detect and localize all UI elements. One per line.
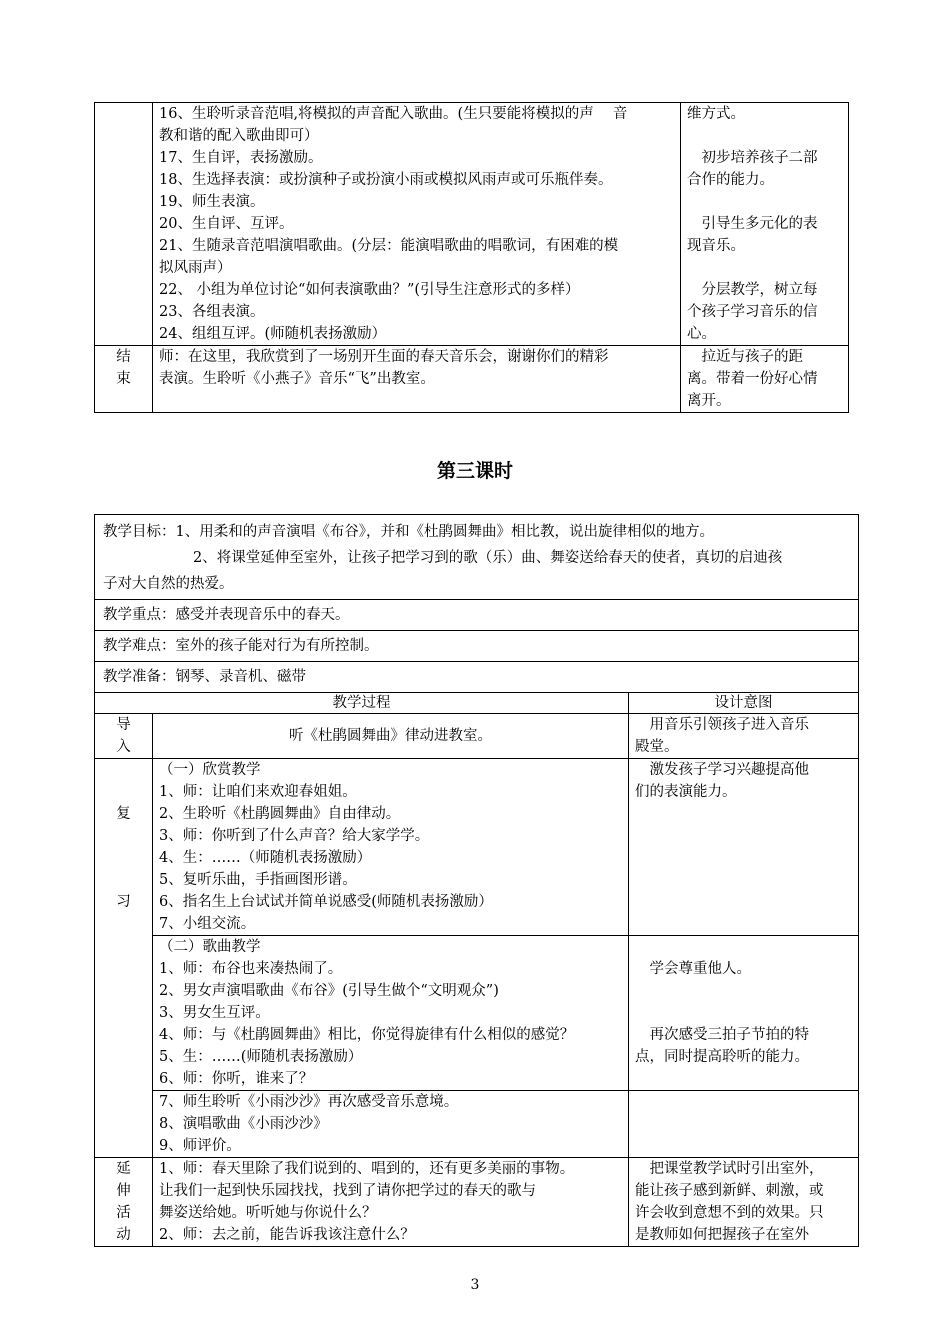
text-line: 能让孩子感到新鲜、刺激，或 [635,1183,824,1199]
label-char: 动 [116,1227,131,1243]
text-line: 们的表演能力。 [635,784,737,800]
text-line: 许会收到意想不到的效果。只 [635,1205,824,1221]
text-line: 教和谐的配入歌曲即可） [159,128,319,144]
text-line [687,191,842,213]
text-line: 16、生聆听录音范唱,将模拟的声音配入歌曲。(生只要能将模拟的声 音 [159,106,628,122]
text-line: 23、各组表演。 [159,304,265,320]
text-line: 5、生：……(师随机表扬激励） [159,1049,363,1065]
text-line: 1、师：布谷也来凑热闹了。 [159,961,343,977]
label-char: 束 [116,371,131,387]
table-row [95,346,849,413]
process-cell [153,759,629,936]
label-char: 活 [116,1205,131,1221]
text-line: 1、师：让咱们来欢迎春姐姐。 [159,784,357,800]
text-line: 6、师：你听，谁来了？ [159,1071,314,1087]
text-line: 24、组组互评。(师随机表扬激励） [159,326,387,342]
text-line [687,257,842,279]
process-cell [153,936,629,1091]
text-line: 维方式。 [687,106,745,122]
text-line: 8、演唱歌曲《小雨沙沙》 [159,1116,328,1132]
label-char: 延 [116,1161,131,1177]
intent-cell [681,346,849,413]
text-line [635,1002,852,1024]
process-cell [153,346,681,413]
intent-cell [681,103,849,346]
review-label-bottom: 习 [116,894,131,910]
text-line: 6、指名生上台试试并简单说感受(师随机表扬激励） [159,894,493,910]
text-line: 5、复听乐曲，手指画图形谱。 [159,872,357,888]
text-line: 19、师生表演。 [159,194,265,210]
lesson-table-part3 [94,514,859,1247]
preparation-row [95,662,859,693]
goals-row [95,515,859,600]
text-line: 20、生自评、互评。 [159,216,294,232]
intent-cell [629,714,859,759]
goals-line-1: 教学目标：1、用柔和的声音演唱《布谷》，并和《杜鹃圆舞曲》相比教，说出旋律相似的地方。 [103,524,714,540]
text-line: 合作的能力。 [687,172,774,188]
text-line: 离。带着一份好心情 [687,371,818,387]
text-line: 7、小组交流。 [159,916,256,932]
row-label [95,714,153,759]
label-char: 结 [116,349,131,365]
text-line: 1、师：春天里除了我们说到的、唱到的，还有更多美丽的事物。 [159,1161,575,1177]
text-line: 7、师生聆听《小雨沙沙》再次感受音乐意境。 [159,1094,459,1110]
extension-row [95,1158,859,1247]
text-line: 表演。生聆听《小燕子》音乐“飞”出教室。 [159,371,435,387]
table-row [95,103,849,346]
text-line: 舞姿送给她。听听她与你说什么？ [159,1205,377,1221]
text-line: 初步培养孩子二部 [687,150,818,166]
text-line: 用音乐引领孩子进入音乐 [635,717,809,733]
intent-cell [629,759,859,936]
text-line: （一）欣赏教学 [159,762,261,778]
review-row-3 [95,1091,859,1158]
text-line: 3、师：你听到了什么声音？给大家学学。 [159,828,430,844]
intent-cell [629,1158,859,1247]
preparation: 教学准备：钢琴、录音机、磁带 [95,662,859,693]
text-line: 2、男女声演唱歌曲《布谷》(引导生做个“文明观众”) [159,983,499,999]
text-line: 现音乐。 [687,238,745,254]
review-row-1 [95,759,859,936]
difficulty-row [95,631,859,662]
header-intent: 设计意图 [629,693,859,714]
text-line: 殿堂。 [635,739,679,755]
process-cell [153,1091,629,1158]
key-point-row [95,600,859,631]
goals-line-3: 子对大自然的热爱。 [103,576,234,592]
review-label-top: 复 [116,806,131,822]
lesson-table-part2 [94,102,849,413]
row-label [95,346,153,413]
text-line: 9、师评价。 [159,1138,241,1154]
text-line: 2、师：去之前，能告诉我该注意什么？ [159,1227,415,1243]
text-line: 引导生多元化的表 [687,216,818,232]
text-line: 17、生自评，表扬激励。 [159,150,323,166]
process-cell [153,103,681,346]
text-line: 拉近与孩子的距 [687,349,803,365]
text-line: 心。 [687,326,716,342]
row-label [95,103,153,346]
text-line: 分层教学，树立每 [687,282,818,298]
process-cell: 听《杜鹃圆舞曲》律动进教室。 [153,714,629,759]
text-line: 激发孩子学习兴趣提高他 [635,762,809,778]
text-line: 拟风雨声） [159,260,232,276]
text-line: 4、生：……（师随机表扬激励） [159,850,372,866]
text-line: 让我们一起到快乐园找找，找到了请你把学过的春天的歌与 [159,1183,536,1199]
text-line: 是教师如何把握孩子在室外 [635,1227,809,1243]
section-title: 第三课时 [436,460,513,482]
header-process: 教学过程 [95,693,629,714]
text-line: 师：在这里，我欣赏到了一场别开生面的春天音乐会，谢谢你们的精彩 [159,349,609,365]
text-line [635,936,852,958]
text-line [635,980,852,1002]
header-row [95,693,859,714]
row-label [95,1158,153,1247]
intent-cell [629,1091,859,1158]
text-line: 点，同时提高聆听的能力。 [635,1049,809,1065]
process-cell [153,1158,629,1247]
text-line: 2、生聆听《杜鹃圆舞曲》自由律动。 [159,806,401,822]
text-line: 22、 小组为单位讨论“如何表演歌曲？”(引导生注意形式的多样） [159,282,580,298]
label-char: 导 [116,717,131,733]
text-line: 18、生选择表演：或扮演种子或扮演小雨或模拟风雨声或可乐瓶伴奏。 [159,172,613,188]
label-char: 入 [116,739,131,755]
text-line: 把课堂教学试时引出室外， [635,1161,824,1177]
goals-line-2: 2、将课堂延伸至室外，让孩子把学习到的歌（乐）曲、舞姿送给春天的使者，真切的启迪孩 [193,550,783,566]
text-line: （二）歌曲教学 [159,939,261,955]
page-number: 3 [470,1277,480,1293]
key-point: 教学重点：感受并表现音乐中的春天。 [95,600,859,631]
text-line: 个孩子学习音乐的信 [687,304,818,320]
label-char: 伸 [116,1183,131,1199]
text-line: 学会尊重他人。 [635,961,751,977]
row-label [95,759,153,1158]
text-line: 再次感受三拍子节拍的特 [635,1027,809,1043]
text-line [687,125,842,147]
text-line: 4、师：与《杜鹃圆舞曲》相比，你觉得旋律有什么相似的感觉？ [159,1027,575,1043]
difficulty: 教学难点：室外的孩子能对行为有所控制。 [95,631,859,662]
text-line: 离开。 [687,393,731,409]
intro-row [95,714,859,759]
text-line: 3、男女生互评。 [159,1005,270,1021]
intent-cell [629,936,859,1091]
review-row-2 [95,936,859,1091]
text-line: 21、生随录音范唱演唱歌曲。(分层：能演唱歌曲的唱歌词，有困难的模 [159,238,619,254]
